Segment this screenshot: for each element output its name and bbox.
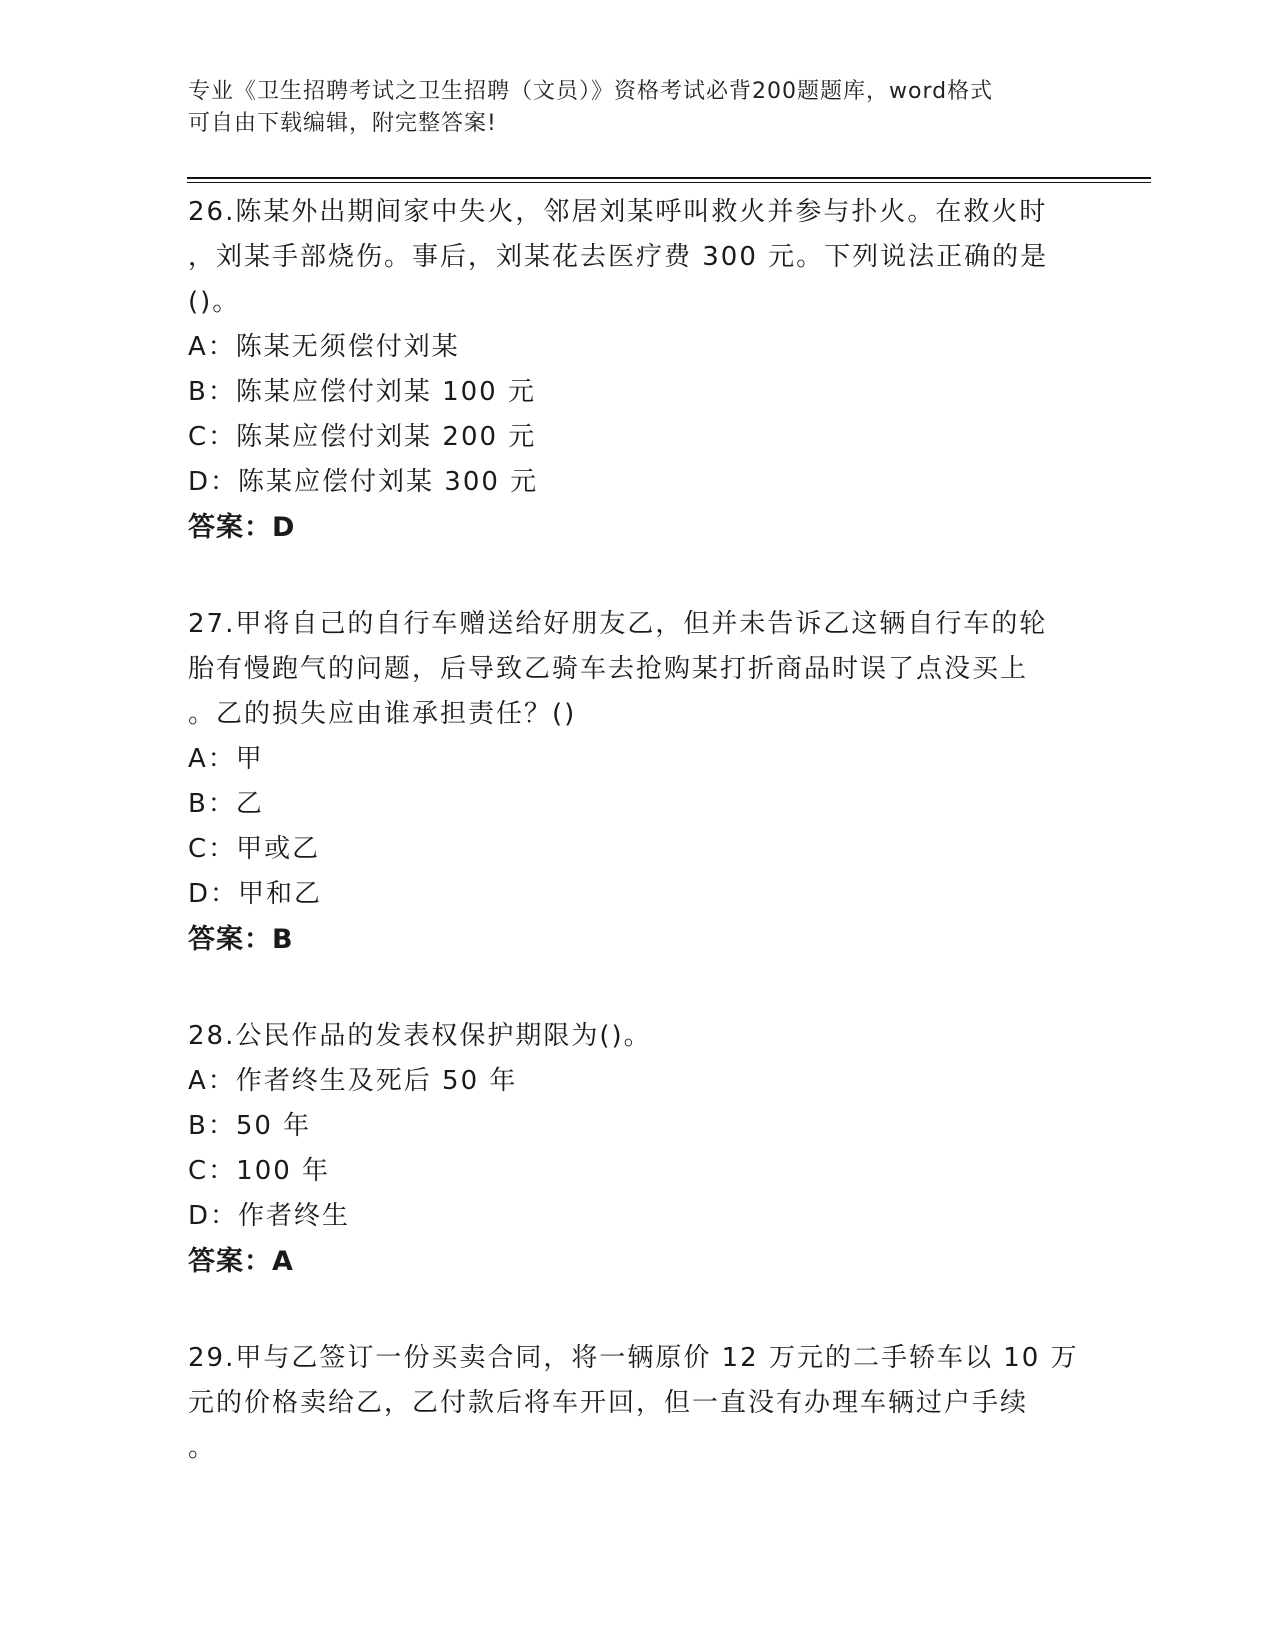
option-c: C：甲或乙 — [188, 834, 321, 864]
option-c: C：陈某应偿付刘某 200 元 — [188, 422, 537, 452]
question-text-line: ，刘某手部烧伤。事后，刘某花去医疗费 300 元。下列说法正确的是 — [188, 242, 1049, 272]
question-text-line: ()。 — [188, 287, 241, 317]
header-rule-thick — [187, 177, 1151, 179]
header-rule-thin — [187, 182, 1151, 183]
question-26 — [188, 190, 1088, 550]
option-a: A：甲 — [188, 744, 264, 774]
question-29 — [188, 1336, 1088, 1471]
question-text-line: 。乙的损失应由谁承担责任？() — [188, 699, 577, 729]
option-b: B：乙 — [188, 789, 264, 819]
question-text-line: 26.陈某外出期间家中失火，邻居刘某呼叫救火并参与扑火。在救火时 — [188, 197, 1048, 227]
question-28 — [188, 1014, 1088, 1284]
option-b: B：陈某应偿付刘某 100 元 — [188, 377, 536, 407]
question-text-line: 元的价格卖给乙，乙付款后将车开回，但一直没有办理车辆过户手续 — [188, 1388, 1029, 1418]
option-d: D：作者终生 — [188, 1201, 351, 1231]
question-text-line: 胎有慢跑气的问题，后导致乙骑车去抢购某打折商品时误了点没买上 — [188, 654, 1029, 684]
question-list — [188, 190, 1088, 1523]
question-text-line: 29.甲与乙签订一份买卖合同，将一辆原价 12 万元的二手轿车以 10 万 — [188, 1343, 1079, 1373]
header-line-2: 可自由下载编辑，附完整答案! — [188, 111, 497, 136]
question-27 — [188, 602, 1088, 962]
answer: 答案：A — [188, 1246, 294, 1277]
option-c: C：100 年 — [188, 1156, 331, 1186]
question-text-line: 。 — [188, 1433, 217, 1463]
answer: 答案：B — [188, 924, 294, 955]
question-text-line: 27.甲将自己的自行车赠送给好朋友乙，但并未告诉乙这辆自行车的轮 — [188, 609, 1048, 639]
option-d: D：陈某应偿付刘某 300 元 — [188, 467, 539, 497]
option-b: B：50 年 — [188, 1111, 312, 1141]
question-text-line: 28.公民作品的发表权保护期限为()。 — [188, 1021, 652, 1051]
answer: 答案：D — [188, 512, 296, 543]
header-line-1: 专业《卫生招聘考试之卫生招聘（文员）》资格考试必背200题题库，word格式 — [188, 79, 994, 104]
option-d: D：甲和乙 — [188, 879, 323, 909]
option-a: A：陈某无须偿付刘某 — [188, 332, 460, 362]
document-header — [188, 76, 1088, 140]
option-a: A：作者终生及死后 50 年 — [188, 1066, 518, 1096]
